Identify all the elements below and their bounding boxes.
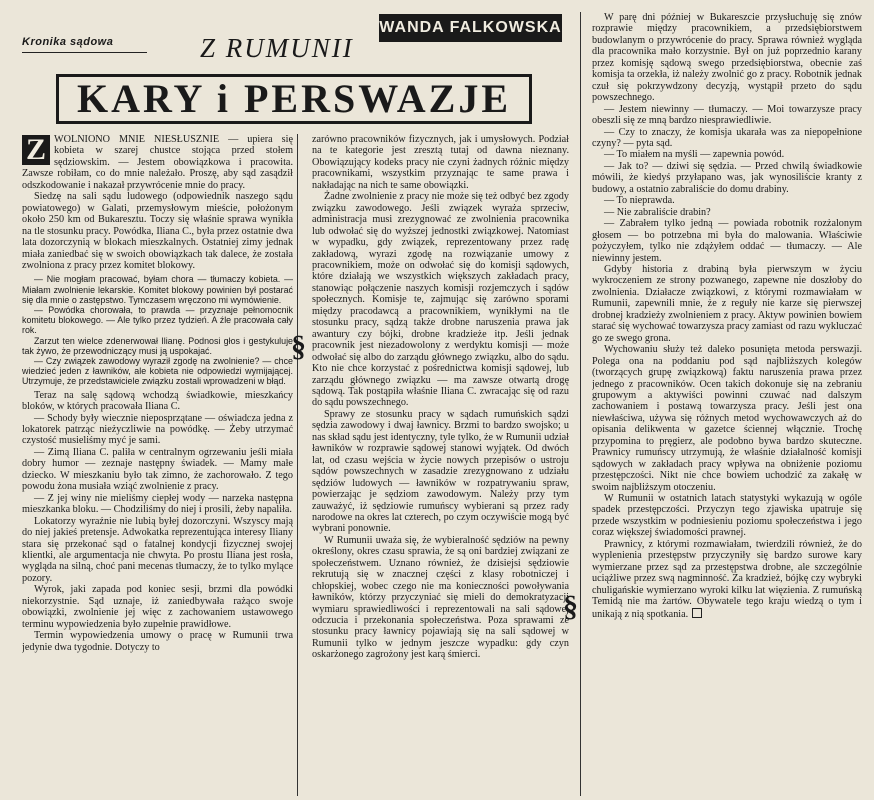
paragraph: Żadne zwolnienie z pracy nie może się też odbyć bez zgody związku zawodowego. Jeśli związek wyraża sprzeciw, administracja musi zrezygnować ze zwolnienia pracownika lub odwołać się do wyższej jednostki związkowej. Natomiast w wypadku, gdy związek, reprezentowany przez radę zakładową, wyrazi zgodę na rozwiązanie umowy z pracownikiem, może on odwołać się do komisji sądowych, które działają we wszystkich większych zakładach pracy, stanowiąc połączenie naszych komisji rozjemczych i sądów społecznych. Komisje te, zajmując się zarówno sporami między pracodawcą a pracownikiem, wynikłymi na tle stosunku pracy, sądzą także drobne naruszenia prawa jak awantury czy bójki, drobne kradzieże itp. Jeśli jednak pracownik jest niezadowolony z werdyktu komisji — może odwołać się albo do zarządu głównego związku, albo do sądu. Kto nie chce korzystać z pośrednictwa komisji sądowej, lub zarządu głównego związku — ma zawsze otwartą drogę sądową. Tak postąpiła właśnie Iliana C. zwracając się od razu do sądu powszechnego. bbox=[312, 191, 569, 409]
paragraph: — Jestem niewinny — tłumaczy. — Moi towarzysze pracy obeszli się ze mną bardzo niesprawiedliwie. bbox=[592, 103, 862, 127]
paragraph: Teraz na salę sądową wchodzą świadkowie, mieszkańcy bloków, w których pracowała Iliana C. bbox=[22, 389, 293, 413]
paragraph: — To nieprawda. bbox=[604, 195, 675, 207]
column-divider bbox=[297, 134, 298, 796]
paragraph: — Nie zabraliście drabin? bbox=[604, 206, 711, 218]
section-mark-icon: § bbox=[563, 590, 578, 623]
paragraph: — To miałem na myśli — zapewnia powód. bbox=[604, 149, 785, 161]
paragraph: — Zabrałem tylko jedną — powiada robotnik rozżalonym głosem — bo potrzebna mi była do malowania. Właściwie pożyczyłem, tylko nie zdążyłem oddać — tłumaczy. — Ale niewinny jestem. bbox=[592, 218, 862, 264]
headline-box bbox=[56, 74, 532, 124]
paragraph: — Schody były wiecznie nieposprzątane — oświadcza jedna z lokatorek patrząc nieżyczliwie na powódkę. — Żeby utrzymać czystość musieliśmy myć je sami. bbox=[22, 412, 293, 447]
paragraph: Z WOLNIONO MNIE NIESŁUSZNIE — upiera się kobieta w szarej chustce stojąca przed stołem sędziowskim. — Jestem obowiązkowa i pracowita. Zawsze robiłam, co do mnie należało. Proszę, aby sąd zasądził odszkodowanie i nakazał przywrócenie mnie do pracy. bbox=[22, 134, 293, 191]
end-mark-icon bbox=[692, 608, 702, 618]
paragraph: — Jak to? — dziwi się sędzia. — Przed chwilą świadkowie mówili, że kiedyś przyłapano was, jak wynosiliście kranty z budowy, a ostatnio zabraliście do domu drabiny. bbox=[592, 160, 862, 195]
section-mark-icon: § bbox=[291, 330, 306, 363]
paragraph: Siedzę na sali sądu ludowego (odpowiednik naszego sądu powiatowego) w Galati, przemysłowym mieście, położonym około 250 km od Bukaresztu. Toczy się właśnie sprawa wynikła na tle stosunku pracy. Powódka, Iliana C., była przez ostatnie dwa lata dozorczynią w blokach mieszkalnych. Ostatniej zimy jednak miała zaniedbać się w swoich obowiązkach tak dalece, że została zwolniona z pracy przez komitet blokowy. bbox=[22, 191, 293, 271]
paragraph: Wychowaniu służy też daleko posunięta metoda perswazji. Polega ona na poddaniu pod sąd najbliższych kolegów (tworzących grupę związkową) faktu naruszenia prawa przez jednego z pracowników. Ocen takich dokonuje się na zebraniu grupowym a aktywiści powinni czuwać nad dalszym zachowaniem i postawą towarzysza pracy. Jeśli jest ona niewłaściwa, używa się różnych metod wychowawczych aż do opisania delikwenta w gazetce ściennej włącznie. Trochę przypomina to pręgierz, ale podobno bywa bardzo skuteczne. Prawnicy rumuńscy utrzymują, że właśnie działalność komisji sądowych w zakładach pracy wpływa na obniżenie poziomu przestępczości. Nikt nie chce bowiem uchodzić za zakałę w swoim najbliższym otoczeniu. bbox=[592, 344, 862, 493]
paragraph: — Czy to znaczy, że komisja ukarała was za niepopełnione czyny? — pyta sąd. bbox=[592, 126, 862, 149]
paragraph: Wyrok, jaki zapada pod koniec sesji, brzmi dla powódki niekorzystnie. Sąd uznaje, iż zaniedbywała rażąco swoje obowiązki, zwolnienie jej więc z zachowaniem ustawowego terminu wypowiedzenia było zupełnie prawidłowe. bbox=[22, 584, 293, 630]
paragraph: Lokatorzy wyraźnie nie lubią byłej dozorczyni. Wszyscy mają do niej jakieś pretensje. Adwokatka reprezentująca interesy Iliany stara się przekonać sąd o fatalnej kondycji fizycznej swojej klientki, ale argumentacja nie chwyta. Po prostu Iliana jest rosła, wygląda na silną, choć pani mecenas tłumaczy, że to tylko mylące pozory. bbox=[22, 515, 293, 584]
author-byline: WANDA FALKOWSKA bbox=[379, 14, 562, 42]
paragraph: — Z jej winy nie mieliśmy ciepłej wody — narzeka następna mieszkanka bloku. — Chodziliśmy do niej i prosili, żeby napaliła. bbox=[22, 492, 293, 516]
paragraph: — Nie mogłam pracować, byłam chora — tłumaczy kobieta. — Miałam zwolnienie lekarskie. Komitet blokowy powinien był postarać się dla mnie o zastępstwo. Tymczasem wręczono mi wymówienie. bbox=[22, 274, 293, 305]
paragraph: W Rumunii uważa się, że wybieralność sędziów na pewny określony, okres czasu sprawia, że są oni bardziej związani ze społeczeństwem. Uznano również, że dzisiejsi sędziowie rekrutują się w znacznej części z klasy robotniczej i chłopskiej, wobec czego nie ma konieczności powoływania ławników, którzy przyczyniać się mieli do demokratyzacji wymiaru sprawiedliwości i reprezentowali na sali sądowej odczucia i przekonania społeczeństwa. Poza sprawami ze stosunku pracy ławnicy pojawiają się na sali sądowej w Rumunii tylko w jednym jeszcze wypadku: gdy czyn oskarżonego zagrożony jest karą śmierci. bbox=[312, 534, 569, 661]
paragraph: W Rumunii w ostatnich latach statystyki wykazują w ogóle spadek przestępczości. Przyczyn tego zjawiska upatruje się przede wszystkim w podniesieniu poziomu społeczeństwa i jego coraz większej świadomości prawnej. bbox=[592, 493, 862, 539]
paragraph: Prawnicy, z którymi rozmawiałam, twierdzili również, że do wyplenienia przestępstw przyczyniły się bardzo surowe kary wymierzane przez sąd za przestępstwa drobne, ale szczególnie uciążliwe przez swą nagminność. Za kradzież, bójkę czy wybryki chuligańskie wymierzano wyroki kilku lat więzienia. Z rumuńską Temidą nie ma żartów. Obywatele tego kraju wiedzą o tym i unikają z nią spotkania. bbox=[592, 538, 862, 620]
column-divider bbox=[580, 12, 581, 796]
paragraph: W parę dni później w Bukareszcie przysłuchuję się znów rozprawie między pracownikiem, a przedsiębiorstwem budowlanym o przywrócenie do pracy. Sprawa również wygląda dla pracownika mało korzystnie. Był on już poprzednio karany przez komisję sądową swego przedsiębiorstwa, obecnie zaś komisja ta orzekła, iż należy zwolnić go z pracy. Robotnik jednak czuł się pokrzywdzony decyzją, wystąpił przeto do sądu powszechnego. bbox=[592, 12, 862, 104]
paragraph: — Powódka chorowała, to prawda — przyznaje pełnomocnik komitetu blokowego. — Ale tylko przez tydzień. A źle pracowała cały rok. bbox=[22, 305, 293, 336]
header-rule bbox=[22, 52, 147, 53]
section-label: Kronika sądowa bbox=[22, 36, 114, 48]
paragraph: — Czy związek zawodowy wyraził zgodę na zwolnienie? — chce wiedzieć jeden z ławników, ale kobieta nie odpowiedzi wymijającej. Utrzymuje, że przedstawiciele związku zostali wprowadzeni w błąd. bbox=[22, 356, 293, 387]
paragraph: zarówno pracowników fizycznych, jak i umysłowych. Podział na te kategorie jest zresztą tutaj od dawna nieznany. Obowiązujący kodeks pracy nie czyni żadnych różnic między pracownikami, wszystkim przyznając te same prawa i nakładając na nich te same obowiązki. bbox=[312, 134, 569, 191]
article-kicker: Z RUMUNII bbox=[200, 33, 354, 63]
paragraph: — Zimą Iliana C. paliła w centralnym ogrzewaniu jeśli miała dobry humor — zeznaje następny świadek. — Mamy małe dziecko. W mieszkaniu było tak zimno, że zachorowało. Z tego powodu żona musiała wziąć zwolnienie z pracy. bbox=[22, 446, 293, 493]
article-headline: KARY i PERSWAZJE bbox=[76, 76, 512, 121]
column-1 bbox=[22, 134, 293, 798]
paragraph: Gdyby historia z drabiną była pierwszym w życiu wykroczeniem ze strony pozwanego, zapewne nie doszłoby do zwolnienia. Działacze związkowi, z którymi rozmawiałam w Rumunii, zapewnili mnie, że z reguły nie karze się pierwszej drobnej kradzieży zwolnieniem z pracy. Aktyw powinien bowiem starać się wychować towarzysza pracy zamiast od razu wykluczać go ze swego grona. bbox=[592, 263, 862, 344]
paragraph: Sprawy ze stosunku pracy w sądach rumuńskich sądzi sędzia zawodowy i dwaj ławnicy. Brzmi to bardzo swojsko; u nas skład sądu jest identyczny, tyle tylko, że w Rumunii udział ławników w rozprawie sądowej stanowi wyjątek. Od dwóch lat, od czasu wejścia w życie nowych przepisów o ustroju sądów powszechnych w zasadzie zrezygnowano z udziału sędziów ludowych — ławników w rozpatrywaniu spraw, powierzając je sędziom zawodowym. Należy przy tym zauważyć, iż sędziowie rumuńscy wybierani są przez rady narodowe na okres lat czterech, po czym oczywiście mogą być wybrani ponownie. bbox=[312, 408, 569, 535]
paragraph: Zarzut ten wielce zdenerwował Ilianę. Podnosi głos i gestykuluje tak żywo, że przewodniczący musi ją uspokajać. bbox=[22, 335, 293, 356]
paragraph: Termin wypowiedzenia umowy o pracę w Rumunii trwa jedynie dwa tygodnie. Dotyczy to bbox=[22, 630, 293, 653]
column-3 bbox=[592, 12, 862, 798]
column-2 bbox=[312, 134, 569, 798]
drop-cap: Z bbox=[22, 135, 50, 165]
